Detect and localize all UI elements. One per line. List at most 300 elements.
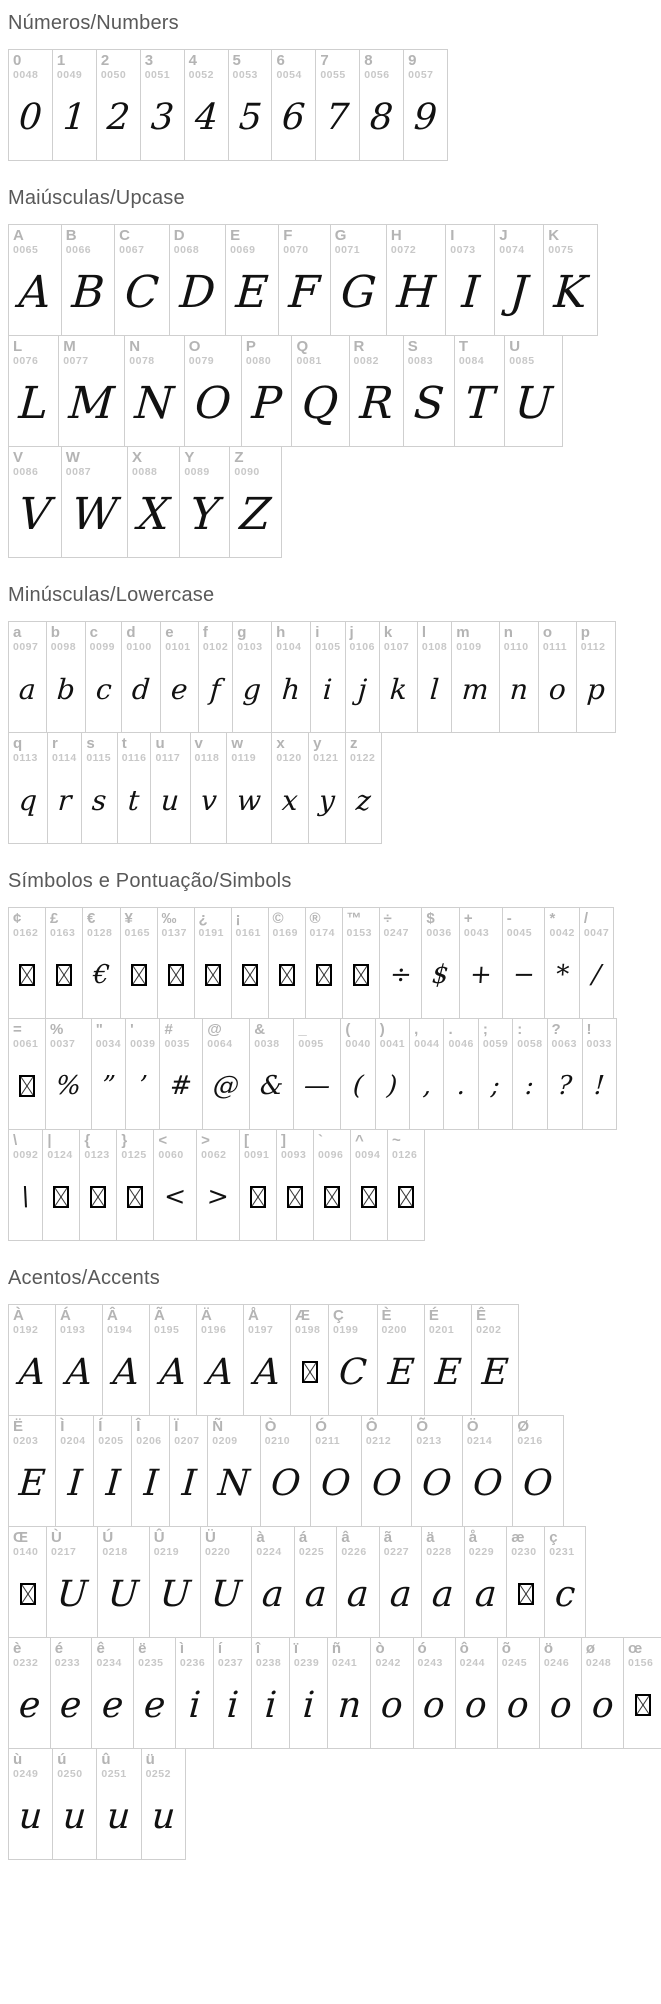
char-cell	[81, 732, 117, 844]
char-cell	[443, 1018, 478, 1130]
char-label: 9	[408, 52, 417, 69]
char-code: 0126	[391, 1148, 418, 1161]
char-glyph: .	[455, 1071, 467, 1102]
char-label: x	[276, 735, 285, 752]
notdef-glyph	[398, 1186, 414, 1208]
char-label: ì	[179, 1640, 185, 1657]
cell-header	[189, 339, 237, 367]
char-cell	[464, 1526, 507, 1638]
char-label: Ô	[365, 1418, 378, 1435]
char-code: 0036	[426, 926, 452, 939]
char-label: q	[13, 735, 23, 752]
glyph-area	[189, 367, 237, 440]
cell-header	[205, 1530, 247, 1558]
char-cell	[131, 1415, 170, 1527]
char-label: ä	[426, 1529, 435, 1546]
char-cell	[55, 1304, 103, 1416]
char-code: 0218	[102, 1545, 128, 1558]
char-cell	[276, 1129, 314, 1241]
glyph-area	[276, 764, 304, 837]
cell-header	[13, 450, 57, 478]
char-glyph: u	[150, 1795, 177, 1837]
char-glyph: U	[55, 1573, 89, 1615]
char-glyph: E	[234, 266, 270, 318]
char-glyph: B	[69, 266, 106, 318]
cell-header	[52, 736, 77, 764]
cell-header	[86, 736, 112, 764]
char-cell	[328, 1304, 378, 1416]
cell-header	[586, 1641, 619, 1669]
glyph-area	[90, 653, 118, 726]
char-glyph: r	[56, 783, 73, 817]
char-row	[8, 335, 661, 447]
section-rows	[8, 224, 661, 558]
char-label: {	[84, 1132, 91, 1149]
char-label: €	[87, 910, 96, 927]
glyph-area	[13, 1780, 48, 1853]
char-cell	[140, 49, 185, 161]
cell-header	[341, 1530, 374, 1558]
glyph-area	[418, 1669, 451, 1742]
char-label: F	[283, 227, 293, 244]
char-code: 0194	[107, 1323, 133, 1336]
char-cell	[198, 621, 233, 733]
char-code: 0045	[506, 926, 533, 939]
char-glyph: c	[94, 672, 113, 706]
char-glyph: 9	[412, 96, 439, 138]
char-code: 0044	[414, 1037, 440, 1050]
notdef-glyph	[205, 964, 221, 986]
char-label: 1	[56, 52, 66, 69]
char-code: 0074	[499, 243, 525, 256]
char-cell	[471, 1304, 519, 1416]
char-cell	[196, 1129, 240, 1241]
char-code: 0231	[549, 1545, 575, 1558]
char-code: 0115	[86, 751, 112, 764]
char-code: 0076	[13, 354, 39, 367]
cell-header	[51, 1530, 93, 1558]
char-code: 0108	[421, 640, 448, 653]
char-code: 0042	[549, 926, 575, 939]
char-code: 0070	[283, 243, 309, 256]
char-label: Z	[234, 449, 244, 466]
glyph-area	[101, 1780, 136, 1853]
char-glyph: $	[431, 960, 450, 991]
char-cell	[512, 1018, 547, 1130]
glyph-area	[299, 1558, 332, 1631]
cell-header	[587, 1022, 612, 1050]
char-label: ê	[96, 1640, 105, 1657]
glyph-area	[13, 653, 42, 726]
char-label: `	[317, 1132, 323, 1149]
notdef-glyph	[90, 1186, 106, 1208]
char-code: 0203	[13, 1434, 39, 1447]
char-glyph: e	[142, 1684, 167, 1726]
glyph-area	[587, 1050, 612, 1123]
char-code: 0232	[13, 1656, 39, 1669]
char-cell	[58, 335, 125, 447]
cell-header	[101, 53, 136, 81]
char-cell	[114, 224, 170, 336]
char-glyph: O	[521, 1462, 555, 1504]
char-cell	[409, 1018, 444, 1130]
char-cell	[116, 1129, 154, 1241]
char-label: #	[164, 1021, 173, 1038]
char-code: 0035	[164, 1037, 190, 1050]
char-glyph: x	[281, 783, 300, 817]
char-glyph: A	[252, 1351, 282, 1393]
cell-header	[281, 1133, 309, 1161]
cell-header	[320, 53, 355, 81]
glyph-area	[107, 1336, 145, 1409]
glyph-area	[234, 478, 277, 551]
char-cell	[350, 1129, 388, 1241]
char-code: 0073	[450, 243, 476, 256]
char-cell	[121, 621, 161, 733]
char-cell	[96, 1748, 141, 1860]
char-cell	[207, 1415, 261, 1527]
char-code: 0092	[13, 1148, 39, 1161]
cell-header	[102, 1530, 144, 1558]
char-code: 0086	[13, 465, 39, 478]
char-glyph: e	[100, 1684, 125, 1726]
glyph-area	[13, 1669, 46, 1742]
char-glyph: o	[547, 672, 567, 706]
char-glyph: A	[64, 1351, 94, 1393]
char-cell	[228, 49, 273, 161]
char-cell	[159, 1018, 203, 1130]
char-cell	[8, 1526, 47, 1638]
char-cell	[225, 224, 279, 336]
cell-header	[517, 1419, 559, 1447]
cell-header	[295, 1308, 324, 1336]
cell-header	[256, 1530, 289, 1558]
cell-header	[165, 625, 194, 653]
char-code: 0033	[586, 1037, 612, 1050]
char-code: 0063	[551, 1037, 577, 1050]
char-label: Ó	[315, 1418, 327, 1435]
char-label: ï	[293, 1640, 299, 1657]
glyph-area	[254, 1050, 289, 1123]
glyph-area	[87, 939, 116, 1012]
section-rows	[8, 907, 661, 1241]
char-code: 0245	[501, 1656, 528, 1669]
char-label: ø	[585, 1640, 596, 1657]
char-code: 0075	[548, 243, 574, 256]
char-cell	[293, 1018, 341, 1130]
char-code: 0204	[60, 1434, 86, 1447]
section-rows	[8, 1304, 661, 1860]
char-code: 0072	[390, 243, 417, 256]
cell-header	[335, 228, 382, 256]
cell-header	[350, 736, 377, 764]
char-code: 0049	[56, 68, 83, 81]
char-label: '	[130, 1021, 134, 1038]
char-cell	[349, 335, 404, 447]
glyph-area	[212, 1447, 256, 1520]
char-glyph: M	[67, 377, 117, 429]
char-cell	[403, 335, 455, 447]
char-cell	[200, 1526, 252, 1638]
char-code: 0114	[51, 751, 77, 764]
glyph-area	[164, 1050, 198, 1123]
char-code: 0104	[276, 640, 302, 653]
char-code: 0079	[188, 354, 215, 367]
char-cell	[175, 1637, 214, 1749]
glyph-area	[416, 1447, 458, 1520]
char-glyph: A	[17, 1351, 47, 1393]
char-cell	[315, 49, 360, 161]
char-label: Ê	[476, 1307, 487, 1324]
glyph-area	[174, 256, 221, 329]
char-label: O	[188, 338, 201, 355]
cell-header	[13, 736, 43, 764]
cell-header	[13, 228, 57, 256]
cell-header	[50, 1022, 87, 1050]
char-label: G	[334, 227, 347, 244]
cell-header	[174, 228, 221, 256]
char-label: +	[463, 910, 473, 927]
char-label: Û	[153, 1529, 165, 1546]
char-label: 6	[276, 52, 285, 69]
char-label: m	[456, 624, 470, 641]
cell-header	[448, 1022, 473, 1050]
cell-header	[483, 1022, 508, 1050]
char-glyph: ;	[490, 1071, 501, 1102]
char-label: Ñ	[212, 1418, 224, 1435]
cell-header	[248, 1308, 286, 1336]
glyph-area	[63, 367, 120, 440]
section-title: Maiúsculas/Upcase	[8, 187, 185, 209]
char-cell	[623, 1637, 661, 1749]
char-cell	[544, 1526, 586, 1638]
cell-header	[203, 625, 228, 653]
char-label: ò	[375, 1640, 385, 1657]
glyph-area	[408, 81, 443, 154]
char-label: V	[13, 449, 24, 466]
glyph-area	[154, 1558, 196, 1631]
char-cell	[421, 1526, 464, 1638]
char-code: 0198	[295, 1323, 321, 1336]
glyph-area	[509, 367, 558, 440]
char-glyph: S	[411, 377, 446, 429]
char-cell	[8, 1304, 56, 1416]
char-glyph: U	[513, 377, 555, 429]
char-code: 0080	[245, 354, 272, 367]
glyph-area	[203, 653, 228, 726]
char-code: 0197	[248, 1323, 274, 1336]
char-code: 0116	[121, 751, 147, 764]
glyph-area	[414, 1050, 439, 1123]
glyph-area	[355, 1161, 383, 1234]
glyph-area	[517, 1447, 559, 1520]
char-code: 0087	[65, 465, 92, 478]
glyph-area	[276, 653, 306, 726]
char-glyph: 3	[149, 96, 176, 138]
char-cell	[47, 732, 82, 844]
cell-header	[548, 228, 593, 256]
char-glyph: Z	[238, 488, 273, 540]
char-glyph: U	[106, 1573, 141, 1615]
char-cell	[8, 1748, 53, 1860]
char-code: 0093	[280, 1148, 307, 1161]
char-code: 0242	[375, 1656, 401, 1669]
char-glyph: U	[158, 1573, 192, 1615]
char-cell	[194, 907, 232, 1019]
char-label: ¢	[13, 910, 22, 927]
glyph-area	[57, 1780, 92, 1853]
char-label: 4	[188, 52, 197, 69]
char-label: &	[254, 1021, 266, 1038]
glyph-area	[13, 1161, 38, 1234]
char-label: h	[276, 624, 286, 641]
char-label: õ	[501, 1640, 511, 1657]
char-glyph: a	[17, 672, 37, 706]
glyph-area	[422, 653, 447, 726]
cell-header	[408, 339, 450, 367]
char-glyph: E	[17, 1462, 47, 1504]
cell-header	[231, 736, 267, 764]
char-code: 0193	[60, 1323, 86, 1336]
cell-header	[333, 1308, 373, 1336]
char-label: |	[47, 1132, 52, 1149]
char-code: 0039	[130, 1037, 156, 1050]
char-cell	[150, 732, 190, 844]
char-code: 0213	[416, 1434, 442, 1447]
char-code: 0220	[205, 1545, 231, 1558]
cell-header	[13, 1530, 42, 1558]
glyph-area	[244, 1161, 272, 1234]
char-cell	[502, 907, 546, 1019]
glyph-area	[265, 1447, 307, 1520]
cell-header	[426, 1530, 459, 1558]
char-glyph: I	[142, 1462, 160, 1504]
cell-header	[132, 450, 175, 478]
char-code: 0052	[188, 68, 214, 81]
notdef-glyph	[361, 1186, 377, 1208]
char-cell	[8, 446, 62, 558]
glyph-area	[586, 1669, 619, 1742]
char-cell	[157, 907, 195, 1019]
notdef-glyph	[316, 964, 332, 986]
char-label: L	[13, 338, 23, 355]
char-code: 0059	[482, 1037, 509, 1050]
char-code: 0244	[459, 1656, 485, 1669]
cell-header	[552, 1022, 578, 1050]
cell-header	[154, 1308, 192, 1336]
char-cell	[55, 1415, 94, 1527]
char-glyph: !	[592, 1071, 606, 1102]
char-cell	[42, 1129, 80, 1241]
char-glyph: /	[591, 960, 602, 991]
char-cell	[120, 907, 158, 1019]
char-cell	[97, 1526, 149, 1638]
char-glyph: u	[61, 1795, 88, 1837]
char-code: 0246	[543, 1656, 570, 1669]
char-label: Ò	[264, 1418, 277, 1435]
section-title: Minúsculas/Lowercase	[8, 584, 215, 606]
char-code: 0224	[256, 1545, 282, 1558]
char-cell	[291, 335, 349, 447]
notdef-glyph	[635, 1694, 651, 1716]
glyph-area	[354, 367, 399, 440]
char-cell	[379, 621, 418, 733]
glyph-area	[345, 1050, 370, 1123]
char-label: Ç	[333, 1307, 344, 1324]
char-cell	[445, 224, 495, 336]
char-label: (	[345, 1021, 351, 1038]
char-code: 0228	[426, 1545, 452, 1558]
char-cell	[8, 1637, 51, 1749]
char-cell	[268, 907, 306, 1019]
cell-header	[464, 911, 498, 939]
char-glyph: +	[468, 960, 493, 991]
char-glyph: o	[505, 1684, 531, 1726]
char-label: A	[13, 227, 24, 244]
char-label: [	[243, 1132, 249, 1149]
char-code: 0058	[517, 1037, 543, 1050]
char-row	[8, 907, 661, 1019]
char-cell	[169, 224, 226, 336]
cell-header	[299, 1530, 332, 1558]
char-code: 0206	[136, 1434, 162, 1447]
char-cell	[91, 1637, 134, 1749]
char-code: 0050	[100, 68, 127, 81]
char-label: U	[509, 338, 521, 355]
char-glyph: t	[127, 783, 141, 817]
char-glyph: q	[17, 783, 39, 817]
char-glyph: D	[178, 266, 217, 318]
glyph-area	[13, 478, 57, 551]
char-label: ]	[280, 1132, 286, 1149]
char-code: 0233	[54, 1656, 81, 1669]
glyph-area	[86, 764, 112, 837]
cell-header	[201, 1308, 239, 1336]
cell-header	[13, 1419, 51, 1447]
char-code: 0068	[173, 243, 200, 256]
notdef-glyph	[242, 964, 258, 986]
char-glyph: E	[433, 1351, 463, 1393]
cell-header	[422, 625, 447, 653]
char-code: 0051	[144, 68, 171, 81]
char-cell	[8, 224, 62, 336]
charmap-section	[8, 584, 661, 844]
char-label: o	[542, 624, 553, 641]
char-cell	[512, 1415, 564, 1527]
glyph-area	[101, 81, 136, 154]
glyph-area	[154, 1336, 192, 1409]
char-code: 0123	[84, 1148, 110, 1161]
char-glyph: a	[260, 1573, 286, 1615]
cell-header	[63, 339, 120, 367]
char-cell	[52, 1748, 97, 1860]
char-glyph: —	[303, 1071, 332, 1102]
cell-header	[218, 1641, 247, 1669]
cell-header	[283, 228, 326, 256]
char-code: 0239	[293, 1656, 320, 1669]
char-label: â	[341, 1529, 350, 1546]
char-glyph: j	[356, 672, 368, 706]
char-code: 0214	[466, 1434, 493, 1447]
char-row	[8, 732, 661, 844]
cell-header	[57, 53, 92, 81]
char-label: Í	[98, 1418, 103, 1435]
char-code: 0110	[503, 640, 529, 653]
char-cell	[8, 1415, 56, 1527]
char-label: <	[158, 1132, 168, 1149]
cell-header	[126, 625, 156, 653]
notdef-glyph	[19, 1075, 35, 1097]
